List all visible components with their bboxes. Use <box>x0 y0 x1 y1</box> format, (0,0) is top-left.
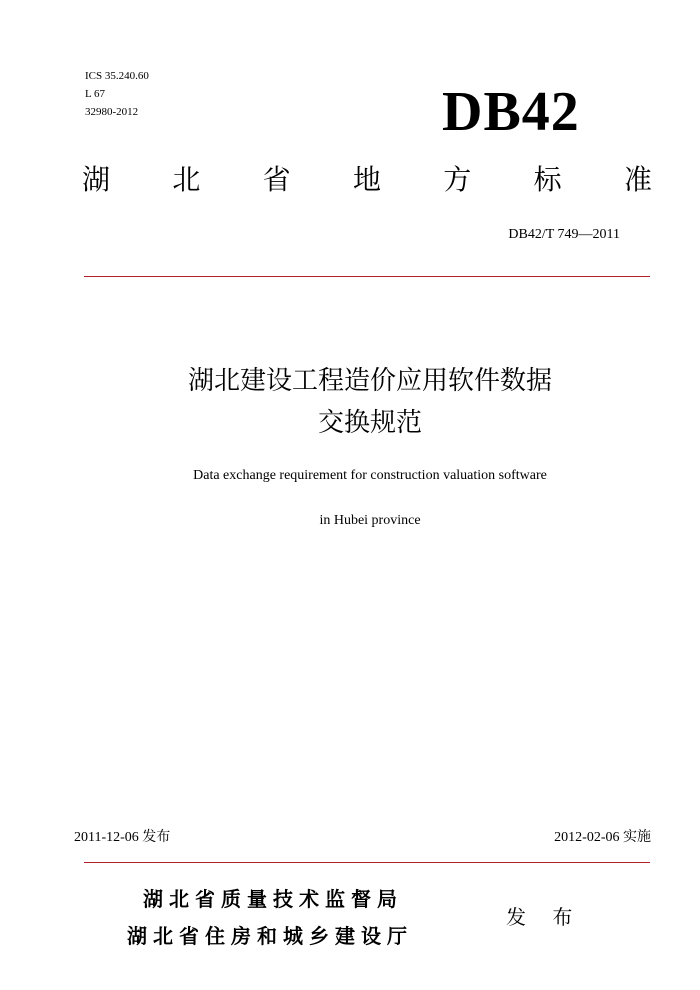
implementation-date: 2012-02-06 实施 <box>554 830 651 845</box>
publish-label: 发 布 <box>506 905 583 929</box>
title-chinese-line-2: 交换规范 <box>317 408 422 438</box>
standard-type-char: 省 <box>262 163 291 196</box>
record-number: 32980-2012 <box>85 106 139 118</box>
standard-type-char: 准 <box>623 163 652 196</box>
bottom-divider <box>84 862 650 863</box>
standard-number: DB42/T 749—2011 <box>508 227 620 242</box>
standard-type-char: 方 <box>443 163 472 196</box>
title-english-line-1: Data exchange requirement for construction valuation software <box>193 468 547 483</box>
classification-code: L 67 <box>85 88 106 100</box>
ics-code: ICS 35.240.60 <box>85 70 149 82</box>
title-chinese-line-1: 湖北建设工程造价应用软件数据 <box>187 366 552 396</box>
standard-code-logo: DB42 <box>442 81 580 143</box>
standard-type-char: 地 <box>352 163 381 196</box>
issuer-housing-department: 湖北省住房和城乡建设厅 <box>127 924 413 948</box>
standard-type-char: 北 <box>172 163 201 196</box>
issuer-quality-bureau: 湖北省质量技术监督局 <box>143 887 403 911</box>
standard-type-heading <box>82 160 652 200</box>
issue-date: 2011-12-06 发布 <box>74 830 171 845</box>
standard-type-char: 标 <box>533 163 562 196</box>
standard-type-char: 湖 <box>82 163 111 196</box>
top-divider <box>84 276 650 277</box>
title-english-line-2: in Hubei province <box>319 513 421 528</box>
